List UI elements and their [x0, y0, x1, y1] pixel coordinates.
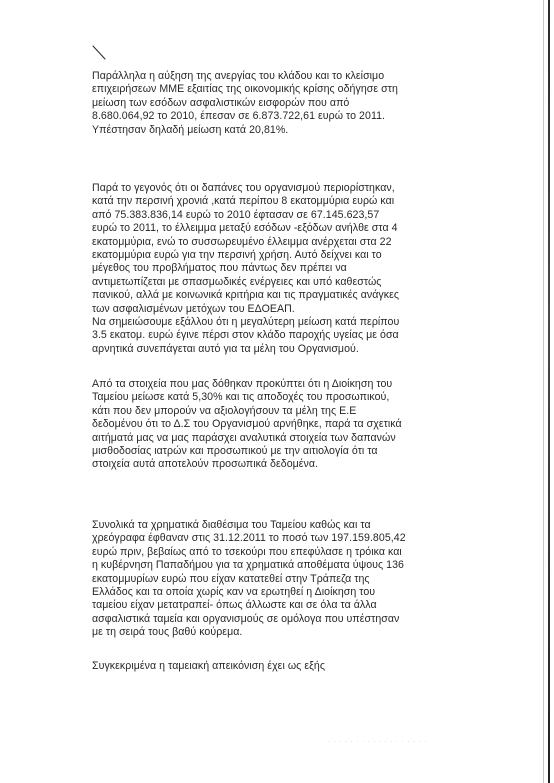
text-line: μισθοδοσίας ιατρών και προσωπικού με την αιτιολογία ότι τα: [92, 445, 378, 458]
text-line: ασφαλιστικά ταμεία και οργανισμούς σε ομόλογα που υπέστησαν: [92, 612, 400, 625]
text-line: μείωση των εσόδων ασφαλιστικών εισφορών που από: [92, 96, 350, 109]
paragraph-cash-statement-intro: [92, 660, 520, 673]
text-line: κάτι που δεν μπορούν να αξιολογήσουν τα μέλη της Ε.Ε: [92, 404, 357, 417]
text-line: Συνολικά τα χρηματικά διαθέσιμα του Ταμείου καθώς και τα: [92, 519, 371, 531]
text-line: εκατομμύρια, ενώ το συσσωρευμένο έλλειμμα ανέρχεται στα 22: [92, 235, 392, 248]
text-line: ταμείου είχαν μετατραπεί- όπως άλλωστε και σε όλα τα άλλα: [92, 599, 377, 612]
text-line: μέγεθος του προβλήματος που πάντως δεν πρέπει να: [92, 262, 347, 275]
text-line: αιτήματά μας να μας παράσχει αναλυτικά στοιχεία των δαπανών: [92, 431, 396, 444]
text-line: Από τα στοιχεία που μας δόθηκαν προκύπτει ότι η Διοίκηση του: [92, 378, 393, 390]
text-line: χρεόγραφα έφθαναν στις 31.12.2011 το ποσό των 197.159.805,42: [92, 532, 406, 545]
paragraph-cash-reserves: [92, 519, 520, 640]
text-line: εκατομμυρίων ευρώ που είχαν κατατεθεί στην Τράπεζα της: [92, 572, 370, 585]
paragraph-unemployment-revenue: [92, 70, 520, 137]
text-line: κατά την περσινή χρονιά ,κατά περίπου 8 εκατομμύρια ευρώ και: [92, 195, 395, 208]
text-line: από 75.383.836,14 ευρώ το 2010 έφτασαν σε 67.145.623,57: [92, 208, 380, 221]
scan-edge-border: [548, 0, 550, 783]
text-line: ευρώ το 2011, το έλλειμμα μεταξύ εσόδων -εξόδων ανήλθε στα 4: [92, 222, 398, 235]
text-line: αρνητικά συνεπάγεται αυτό για τα μέλη του Οργανισμού.: [92, 342, 359, 355]
text-line: Παράλληλα η αύξηση της ανεργίας του κλάδου και το κλείσιμο: [92, 70, 385, 82]
text-line: δεδομένου ότι το Δ.Σ του Οργανισμού αρνήθηκε, παρά τα σχετικά: [92, 418, 402, 431]
text-line: των ασφαλισμένων μετόχων του ΕΔΟΕΑΠ.: [92, 302, 295, 315]
paragraph-expenses-deficit: [92, 182, 520, 356]
text-line: αντιμετωπίζεται με σπασμωδικές ενέργειες και υπό καθεστώς: [92, 275, 382, 288]
text-line: Συγκεκριμένα η ταμειακή απεικόνιση έχει ως εξής: [92, 660, 325, 672]
text-line: στοιχεία αυτά αποτελούν προσωπικά δεδομένα.: [92, 458, 319, 471]
text-line: Να σημειώσουμε εξάλλου ότι η μεγαλύτερη μείωση κατά περίπου: [92, 316, 400, 329]
text-line: εκατομμύρια ευρώ για την περσινή χρήση. Αυτό δείχνει και το: [92, 249, 382, 262]
text-line: με τη σειρά τους βαθύ κούρεμα.: [92, 626, 243, 639]
paragraph-salary-cuts: [92, 378, 520, 472]
scan-noise: · · · · · · · · · · · · · · · · · ·: [328, 739, 428, 745]
text-line: Παρά το γεγονός ότι οι δαπάνες του οργανισμού περιορίστηκαν,: [92, 182, 395, 194]
text-line: πανικού, αλλά με κοινωνικά κριτήρια και τις πραγματικές ανάγκες: [92, 289, 400, 302]
scan-edge-shadow: [543, 0, 544, 783]
text-line: 8.680.064,92 το 2010, έπεσαν σε 6.873.722,61 ευρώ το 2011.: [92, 110, 386, 123]
text-line: Ταμείου μείωσε κατά 5,30% και τις αποδοχές του προσωπικού,: [92, 391, 390, 404]
text-line: επιχειρήσεων ΜΜΕ εξαιτίας της οικονομικής κρίσης οδήγησε στη: [92, 83, 398, 96]
pen-tick-mark-icon: [92, 44, 110, 62]
text-line: Υπέστησαν δηλαδή μείωση κατά 20,81%.: [92, 123, 289, 136]
text-line: Ελλάδος και τα οποία χωρίς καν να ερωτηθεί η Διοίκηση του: [92, 586, 376, 599]
text-line: ευρώ πριν, βεβαίως από το τσεκούρι που επεφύλασε η τρόικα και: [92, 545, 402, 558]
text-line: η κυβέρνηση Παπαδήμου για τα χρηματικά αποθέματα ύψους 136: [92, 559, 404, 572]
text-line: 3.5 εκατομ. ευρώ έγινε πέρσι στον κλάδο παροχής υγείας με όσα: [92, 329, 399, 342]
